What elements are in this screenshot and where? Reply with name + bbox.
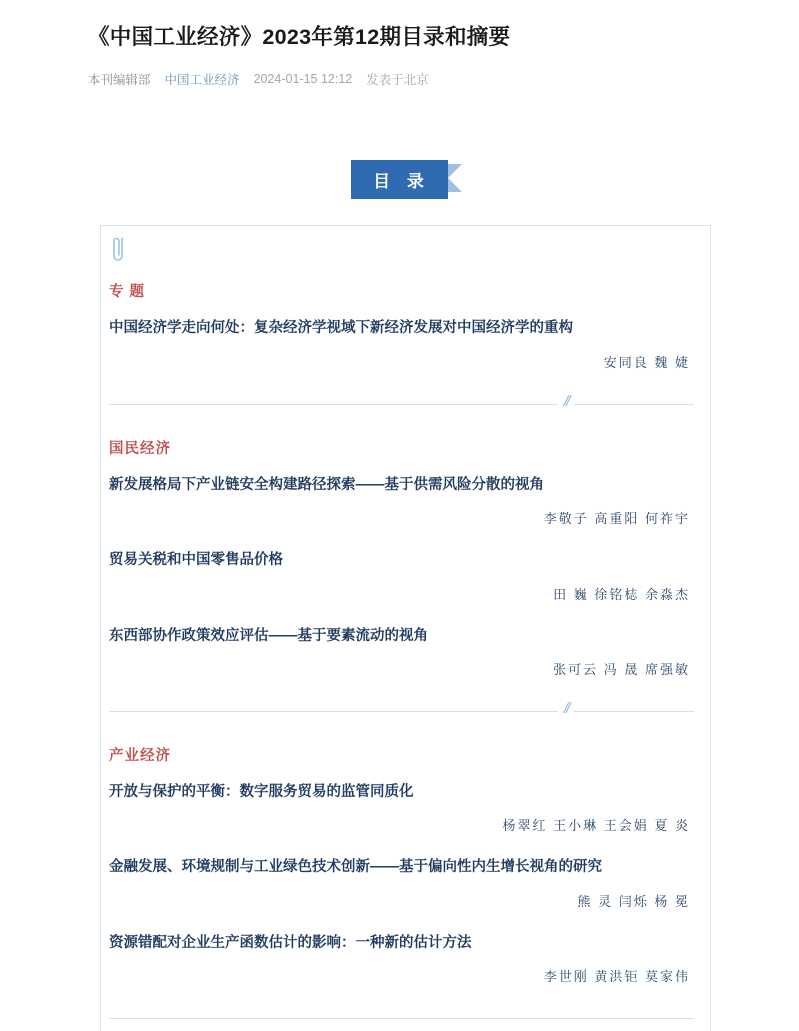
section-divider: [109, 700, 694, 724]
toc-entry: [109, 856, 694, 909]
section-title: 国民经济: [109, 440, 171, 457]
article-header: [0, 0, 799, 88]
section-divider: [109, 1007, 694, 1031]
entry-authors: 熊 灵 闫烁 杨 冕: [577, 893, 690, 909]
article-meta: [88, 70, 799, 88]
entry-title[interactable]: 贸易关税和中国零售品价格: [109, 552, 283, 569]
entry-title[interactable]: 中国经济学走向何处：复杂经济学视域下新经济发展对中国经济学的重构: [109, 320, 573, 337]
entry-title[interactable]: 新发展格局下产业链安全构建路径探索——基于供需风险分散的视角: [109, 476, 544, 493]
toc-entry: [109, 932, 694, 985]
divider-slash-icon: //: [556, 393, 576, 410]
entry-title[interactable]: 金融发展、环境规制与工业绿色技术创新——基于偏向性内生增长视角的研究: [109, 859, 602, 876]
toc-section: [109, 437, 694, 724]
page-title: 《中国工业经济》2023年第12期目录和摘要: [88, 25, 511, 49]
catalog-banner-label: 目 录: [351, 160, 448, 199]
toc-entry: [109, 474, 694, 527]
toc-card: [100, 225, 711, 1031]
entry-title[interactable]: 开放与保护的平衡：数字服务贸易的监管同质化: [109, 783, 414, 800]
meta-author: 本刊编辑部: [88, 73, 151, 88]
divider-line: [109, 404, 694, 405]
entry-authors: 安同良 魏 婕: [603, 354, 690, 370]
divider-line: [109, 711, 694, 712]
toc-entry: [109, 625, 694, 678]
toc-content: [101, 226, 710, 1031]
paperclip-icon: [109, 234, 129, 264]
toc-entry: [109, 317, 694, 370]
toc-section: [109, 280, 694, 416]
entry-title[interactable]: 资源错配对企业生产函数估计的影响：一种新的估计方法: [109, 934, 472, 951]
entry-title[interactable]: 东西部协作政策效应评估——基于要素流动的视角: [109, 627, 428, 644]
toc-entry: [109, 549, 694, 602]
toc-entry: [109, 781, 694, 834]
entry-authors: 杨翠红 王小琳 王会娟 夏 炎: [502, 818, 690, 834]
entry-authors: 张可云 冯 晟 席强敏: [553, 661, 690, 677]
section-title: 专 题: [109, 284, 146, 301]
meta-source-link[interactable]: 中国工业经济: [164, 73, 240, 88]
meta-date: 2024-01-15 12:12: [253, 72, 353, 87]
entry-authors: 李世刚 黄洪钜 莫家伟: [543, 969, 690, 985]
divider-line: [109, 1018, 694, 1019]
section-divider: [109, 393, 694, 417]
catalog-banner-container: [0, 160, 799, 199]
catalog-banner: [351, 160, 448, 199]
section-title: 产业经济: [109, 747, 171, 764]
entry-authors: 李敬子 高重阳 何祚宇: [543, 511, 690, 527]
divider-slash-icon: //: [556, 700, 576, 717]
meta-location: 发表于北京: [366, 73, 429, 88]
entry-authors: 田 巍 徐铭梽 余淼杰: [553, 586, 690, 602]
catalog-banner-tail: [448, 164, 464, 203]
toc-section: [109, 744, 694, 1031]
